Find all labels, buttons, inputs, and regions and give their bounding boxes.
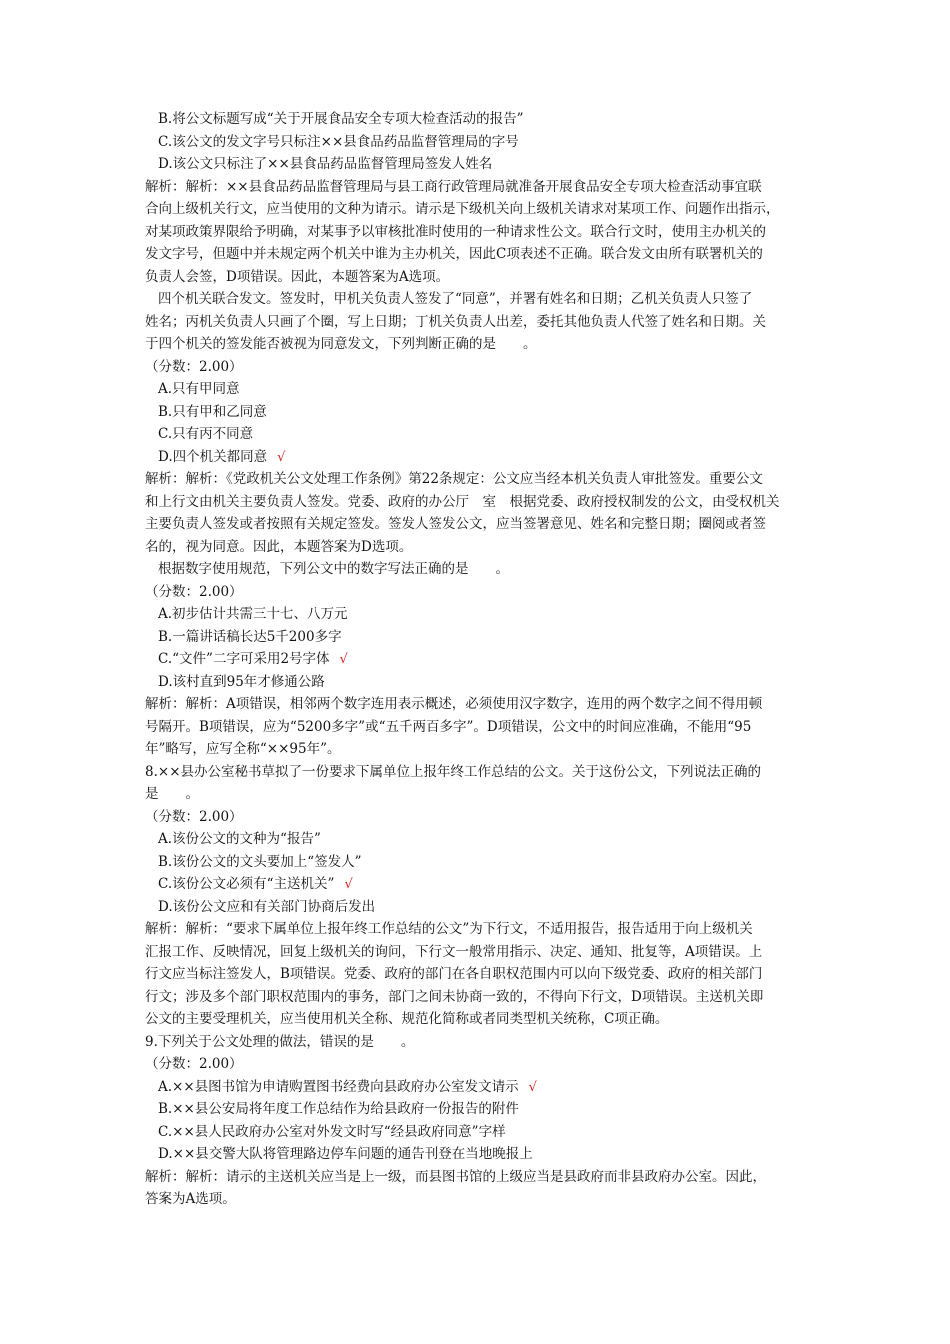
question-score: （分数：2.00） xyxy=(145,1056,243,1072)
option-text: C.“文件”二字可采用2号字体 xyxy=(158,651,330,667)
option-a: A.只有甲同意 xyxy=(158,381,240,397)
checkmark-icon: √ xyxy=(528,1079,537,1095)
option-a: A.初步估计共需三十七、八万元 xyxy=(158,606,348,622)
question-8 xyxy=(145,761,815,1031)
checkmark-icon: √ xyxy=(339,652,348,667)
option-d: D.该村直到95年才修通公路 xyxy=(158,673,325,690)
analysis-line: 汇报工作、反映情况，回复上级机关的询问，下行文一般常用指示、决定、通知、批复等，A项错误。上 xyxy=(145,943,763,960)
question-stem: 根据数字使用规范，下列公文中的数字写法正确的是 。 xyxy=(158,561,509,577)
checkmark-icon: √ xyxy=(344,877,353,892)
analysis-line: 解析：解析：A项错误，相邻两个数字连用表示概述，必须使用汉字数字，连用的两个数字之间不得用顿 xyxy=(145,696,763,712)
question-6 xyxy=(145,288,815,558)
analysis-line: 合向上级机关行文，应当使用的文种为请示。请示是下级机关向上级机关请求对某项工作、问题作出指示， xyxy=(145,201,780,217)
question-stem: 姓名；丙机关负责人只画了个圈，写上日期；丁机关负责人出差，委托其他负责人代签了姓名和日期。关 xyxy=(145,313,766,330)
question-stem: 四个机关联合发文。签发时，甲机关负责人签发了“同意”，并署有姓名和日期；乙机关负责人只签了 xyxy=(158,291,753,307)
question-stem: 是 。 xyxy=(145,786,199,802)
analysis-line: 年”略写，应写全称“××95年”。 xyxy=(145,741,341,757)
analysis-line: 解析：解析：请示的主送机关应当是上一级，而县图书馆的上级应当是县政府而非县政府办公室。因此， xyxy=(145,1168,766,1185)
option-a-correct xyxy=(145,1076,815,1099)
option-c-correct xyxy=(145,648,815,671)
option-text: A.××县图书馆为申请购置图书经费向县政府办公室发文请示 xyxy=(158,1078,519,1095)
option-b: B.将公文标题写成“关于开展食品安全专项大检查活动的报告” xyxy=(158,111,524,127)
option-c: C.该公文的发文字号只标注××县食品药品监督管理局的字号 xyxy=(158,133,519,150)
option-text: C.该份公文必须有“主送机关” xyxy=(158,876,335,892)
analysis-line: 和上行文由机关主要负责人签发。党委、政府的办公厅 室 根据党委、政府授权制发的公文，由受权机关 xyxy=(145,493,780,510)
option-d-correct xyxy=(145,446,815,469)
analysis-line: 解析：解析：“要求下属单位上报年终工作总结的公文”为下行文，不适用报告，报告适用于向上级机关 xyxy=(145,921,753,937)
option-a: A.该份公文的文种为“报告” xyxy=(158,831,321,847)
analysis-line: 公文的主要受理机关，应当使用机关全称、规范化简称或者同类型机关统称，C项正确。 xyxy=(145,1011,669,1027)
analysis-line: 主要负责人签发或者按照有关规定签发。签发人签发公文，应当签署意见、姓名和完整日期；圈阅或者签 xyxy=(145,516,766,532)
option-b: B.该份公文的文头要加上“签发人” xyxy=(158,853,362,870)
question-stem: 于四个机关的签发能否被视为同意发文，下列判断正确的是 。 xyxy=(145,336,537,352)
option-d: D.该公文只标注了××县食品药品监督管理局签发人姓名 xyxy=(158,156,493,172)
document-page xyxy=(145,108,815,1211)
option-c: C.××县人民政府办公室对外发文时写“经县政府同意”字样 xyxy=(158,1123,506,1140)
checkmark-icon: √ xyxy=(277,449,286,465)
analysis-line: 解析：解析：《党政机关公文处理工作条例》第22条规定：公文应当经本机关负责人审批签发。重要公文 xyxy=(145,471,763,487)
analysis-line: 名的，视为同意。因此，本题答案为D选项。 xyxy=(145,538,413,555)
option-b: B.只有甲和乙同意 xyxy=(158,403,267,420)
analysis-line: 答案为A选项。 xyxy=(145,1191,236,1207)
question-stem: 9.下列关于公文处理的做法，错误的是 。 xyxy=(145,1033,415,1050)
analysis-line: 行文应当标注签发人，B项错误。党委、政府的部门在各自职权范围内可以向下级党委、政府的相关部门 xyxy=(145,966,763,982)
analysis-line: 负责人会签，D项错误。因此，本题答案为A选项。 xyxy=(145,268,450,285)
option-d: D.该份公文应和有关部门协商后发出 xyxy=(158,898,376,915)
question-score: （分数：2.00） xyxy=(145,583,243,600)
analysis-line: 解析：解析：××县食品药品监督管理局与县工商行政管理局就准备开展食品安全专项大检查活动事宜联 xyxy=(145,178,762,195)
analysis-line: 对某项政策界限给予明确，对某事予以审核批准时使用的一种请求性公文。联合行文时，使用主办机关的 xyxy=(145,223,766,240)
analysis-line: 发文字号，但题中并未规定两个机关中谁为主办机关，因此C项表述不正确。联合发文由所有联署机关的 xyxy=(145,246,763,262)
analysis-line: 行文；涉及多个部门职权范围内的事务，部门之间未协商一致的，不得向下行文，D项错误。主送机关即 xyxy=(145,988,764,1005)
option-c: C.只有丙不同意 xyxy=(158,426,254,442)
question-7 xyxy=(145,558,815,761)
analysis-line: 号隔开。B项错误，应为“5200多字”或“五千两百多字”。D项错误，公文中的时间应准确，不能用“95 xyxy=(145,718,752,735)
analysis-prev xyxy=(145,176,815,289)
question-score: （分数：2.00） xyxy=(145,358,243,375)
option-c-correct xyxy=(145,873,815,896)
option-b: B.××县公安局将年度工作总结作为给县政府一份报告的附件 xyxy=(158,1101,519,1117)
question-score: （分数：2.00） xyxy=(145,808,243,825)
option-text: D.四个机关都同意 xyxy=(158,448,268,465)
question-stem: 8.××县办公室秘书草拟了一份要求下属单位上报年终工作总结的公文。关于这份公文，下列说法正确的 xyxy=(145,763,762,780)
option-b: B.一篇讲话稿长达5千200多字 xyxy=(158,628,342,645)
question-9 xyxy=(145,1031,815,1211)
option-d: D.××县交警大队将管理路边停车问题的通告刊登在当地晚报上 xyxy=(158,1146,533,1162)
